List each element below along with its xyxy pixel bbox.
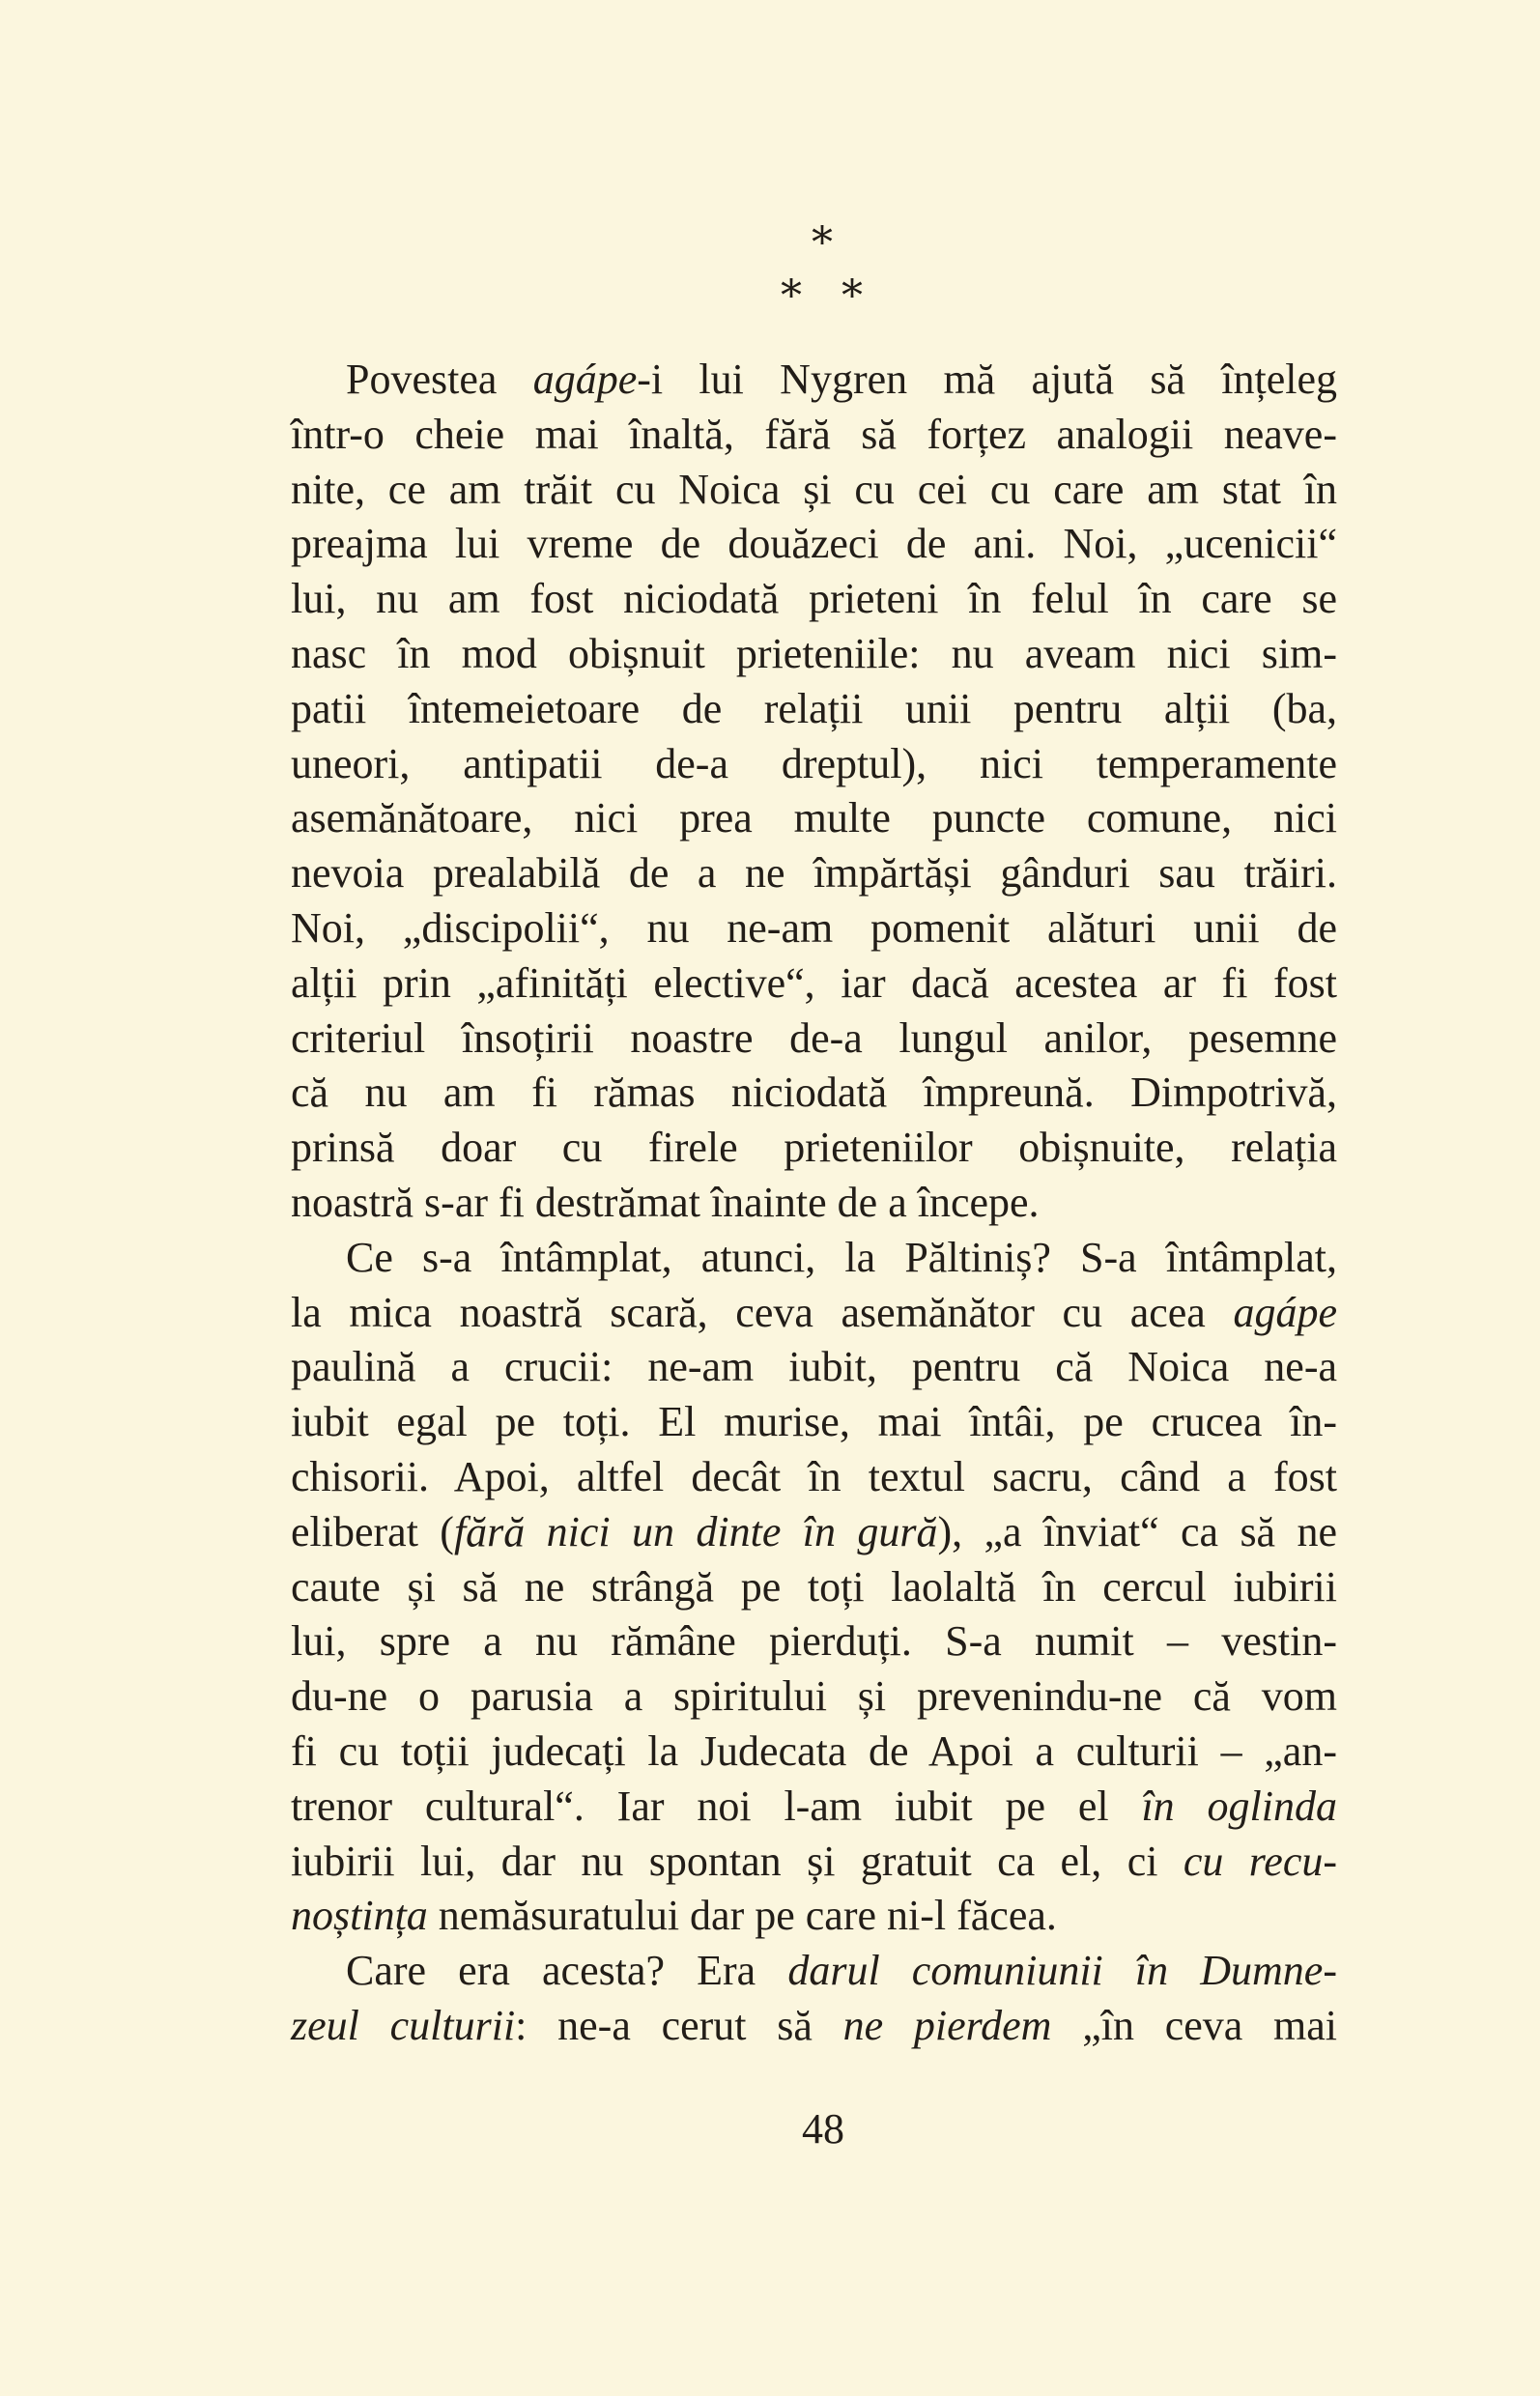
italic-text-run: noștința [291,1892,428,1940]
text-run: nevoia prealabilă de a ne împărtăși gânduri sau trăiri. [291,849,1337,898]
text-line [291,463,1337,518]
text-line [291,737,1337,792]
text-line [291,1505,1337,1560]
text-line [291,901,1337,956]
italic-text-run: zeul culturii [291,2001,516,2049]
text-run: Ce s-a întâmplat, atunci, la Păltiniș? S-a întâmplat, [346,1233,1337,1281]
text-run: lui, nu am fost niciodată prieteni în felul în care se [291,575,1337,623]
text-line [291,408,1337,463]
text-run: nemăsuratului dar pe care ni-l făcea. [427,1892,1057,1940]
text-run: ), „a înviat“ ca să ne [937,1507,1337,1555]
text-line [291,1066,1337,1121]
asterisk-divider-bottom-right-icon: * [841,271,863,321]
text-run: du-ne o parusia a spiritului și prevenindu-ne că vom [291,1672,1337,1721]
text-line [291,353,1337,408]
text-run: iubirii lui, dar nu spontan și gratuit ca el, ci [291,1837,1184,1885]
text-run: asemănătoare, nici prea multe puncte comune, nici [291,794,1337,842]
italic-text-run: în oglinda [1141,1782,1337,1830]
text-line [291,517,1337,572]
text-run: preajma lui vreme de douăzeci de ani. Noi, „ucenicii“ [291,520,1337,568]
text-line [291,682,1337,737]
text-run: fi cu toții judecați la Judecata de Apoi a culturii – „an- [291,1726,1337,1775]
text-run: Noi, „discipolii“, nu ne-am pomenit alături unii de [291,903,1337,952]
text-line [291,1835,1337,1890]
asterisk-divider-bottom-left-icon: * [781,271,802,321]
text-line [291,1012,1337,1067]
text-line [291,572,1337,627]
text-line [291,1999,1337,2054]
text-run: Care era acesta? Era [346,1947,788,1995]
body-text [291,353,1337,2054]
text-line [291,627,1337,682]
text-run: caute și să ne strângă pe toți laolaltă în cercul iubirii [291,1562,1337,1611]
text-line [291,1231,1337,1286]
italic-text-run: agápe [532,356,638,403]
text-run: uneori, antipatii de-a dreptul), nici temperamente [291,739,1337,787]
text-line [291,1176,1337,1231]
page-number: 48 [802,2105,844,2153]
text-run: într-o cheie mai înaltă, fără să forțez analogii neave- [291,410,1337,458]
text-line [291,1944,1337,1999]
text-run: la mica noastră scară, ceva asemănător cu acea [291,1288,1234,1336]
text-run: chisorii. Apoi, altfel decât în textul sacru, când a fost [291,1452,1337,1500]
text-line [291,1560,1337,1615]
text-line [291,846,1337,901]
paragraph [291,1944,1337,2054]
text-line [291,1614,1337,1669]
text-run: iubit egal pe toți. El murise, mai întâi, pe crucea în- [291,1398,1337,1446]
text-run: -i lui Nygren mă ajută să înțeleg [637,356,1338,403]
text-line [291,956,1337,1012]
text-line [291,1121,1337,1176]
italic-text-run: fără nici un dinte în gură [453,1507,938,1555]
text-line [291,791,1337,846]
paragraph [291,1231,1337,1944]
text-run: eliberat ( [291,1507,454,1555]
text-run: lui, spre a nu rămâne pierduți. S-a numit – vestin- [291,1617,1337,1666]
text-run: trenor cultural“. Iar noi l-am iubit pe el [291,1782,1142,1830]
text-run: nite, ce am trăit cu Noica și cu cei cu care am stat în [291,465,1337,513]
italic-text-run: cu recu- [1183,1837,1338,1885]
text-line [291,1889,1337,1944]
paragraph [291,353,1337,1231]
text-run: noastră s-ar fi destrămat înainte de a începe. [291,1178,1040,1226]
text-run: paulină a crucii: ne-am iubit, pentru că Noica ne-a [291,1343,1337,1391]
text-run: Povestea [346,356,533,403]
text-run: alții prin „afinități elective“, iar dacă acestea ar fi fost [291,958,1337,1007]
text-run: criteriul însoțirii noastre de-a lungul anilor, pesemne [291,1013,1337,1062]
italic-text-run: agápe [1233,1288,1337,1336]
text-run: : ne-a cerut să [515,2001,843,2049]
italic-text-run: darul comuniunii în Dumne- [787,1947,1337,1995]
asterisk-divider-top-icon: * [812,218,833,268]
text-run: nasc în mod obișnuit prieteniile: nu aveam nici sim- [291,629,1337,677]
text-line [291,1780,1337,1835]
text-run: „în ceva mai [1051,2001,1337,2049]
text-line [291,1669,1337,1725]
text-line [291,1395,1337,1450]
text-run: patii întemeietoare de relații unii pentru alții (ba, [291,684,1337,732]
text-line [291,1340,1337,1395]
italic-text-run: ne pierdem [842,2001,1052,2049]
text-line [291,1286,1337,1341]
text-line [291,1450,1337,1505]
text-run: că nu am fi rămas niciodată împreună. Dimpotrivă, [291,1069,1337,1117]
text-run: prinsă doar cu firele prieteniilor obișnuite, relația [291,1124,1337,1172]
text-line [291,1725,1337,1780]
